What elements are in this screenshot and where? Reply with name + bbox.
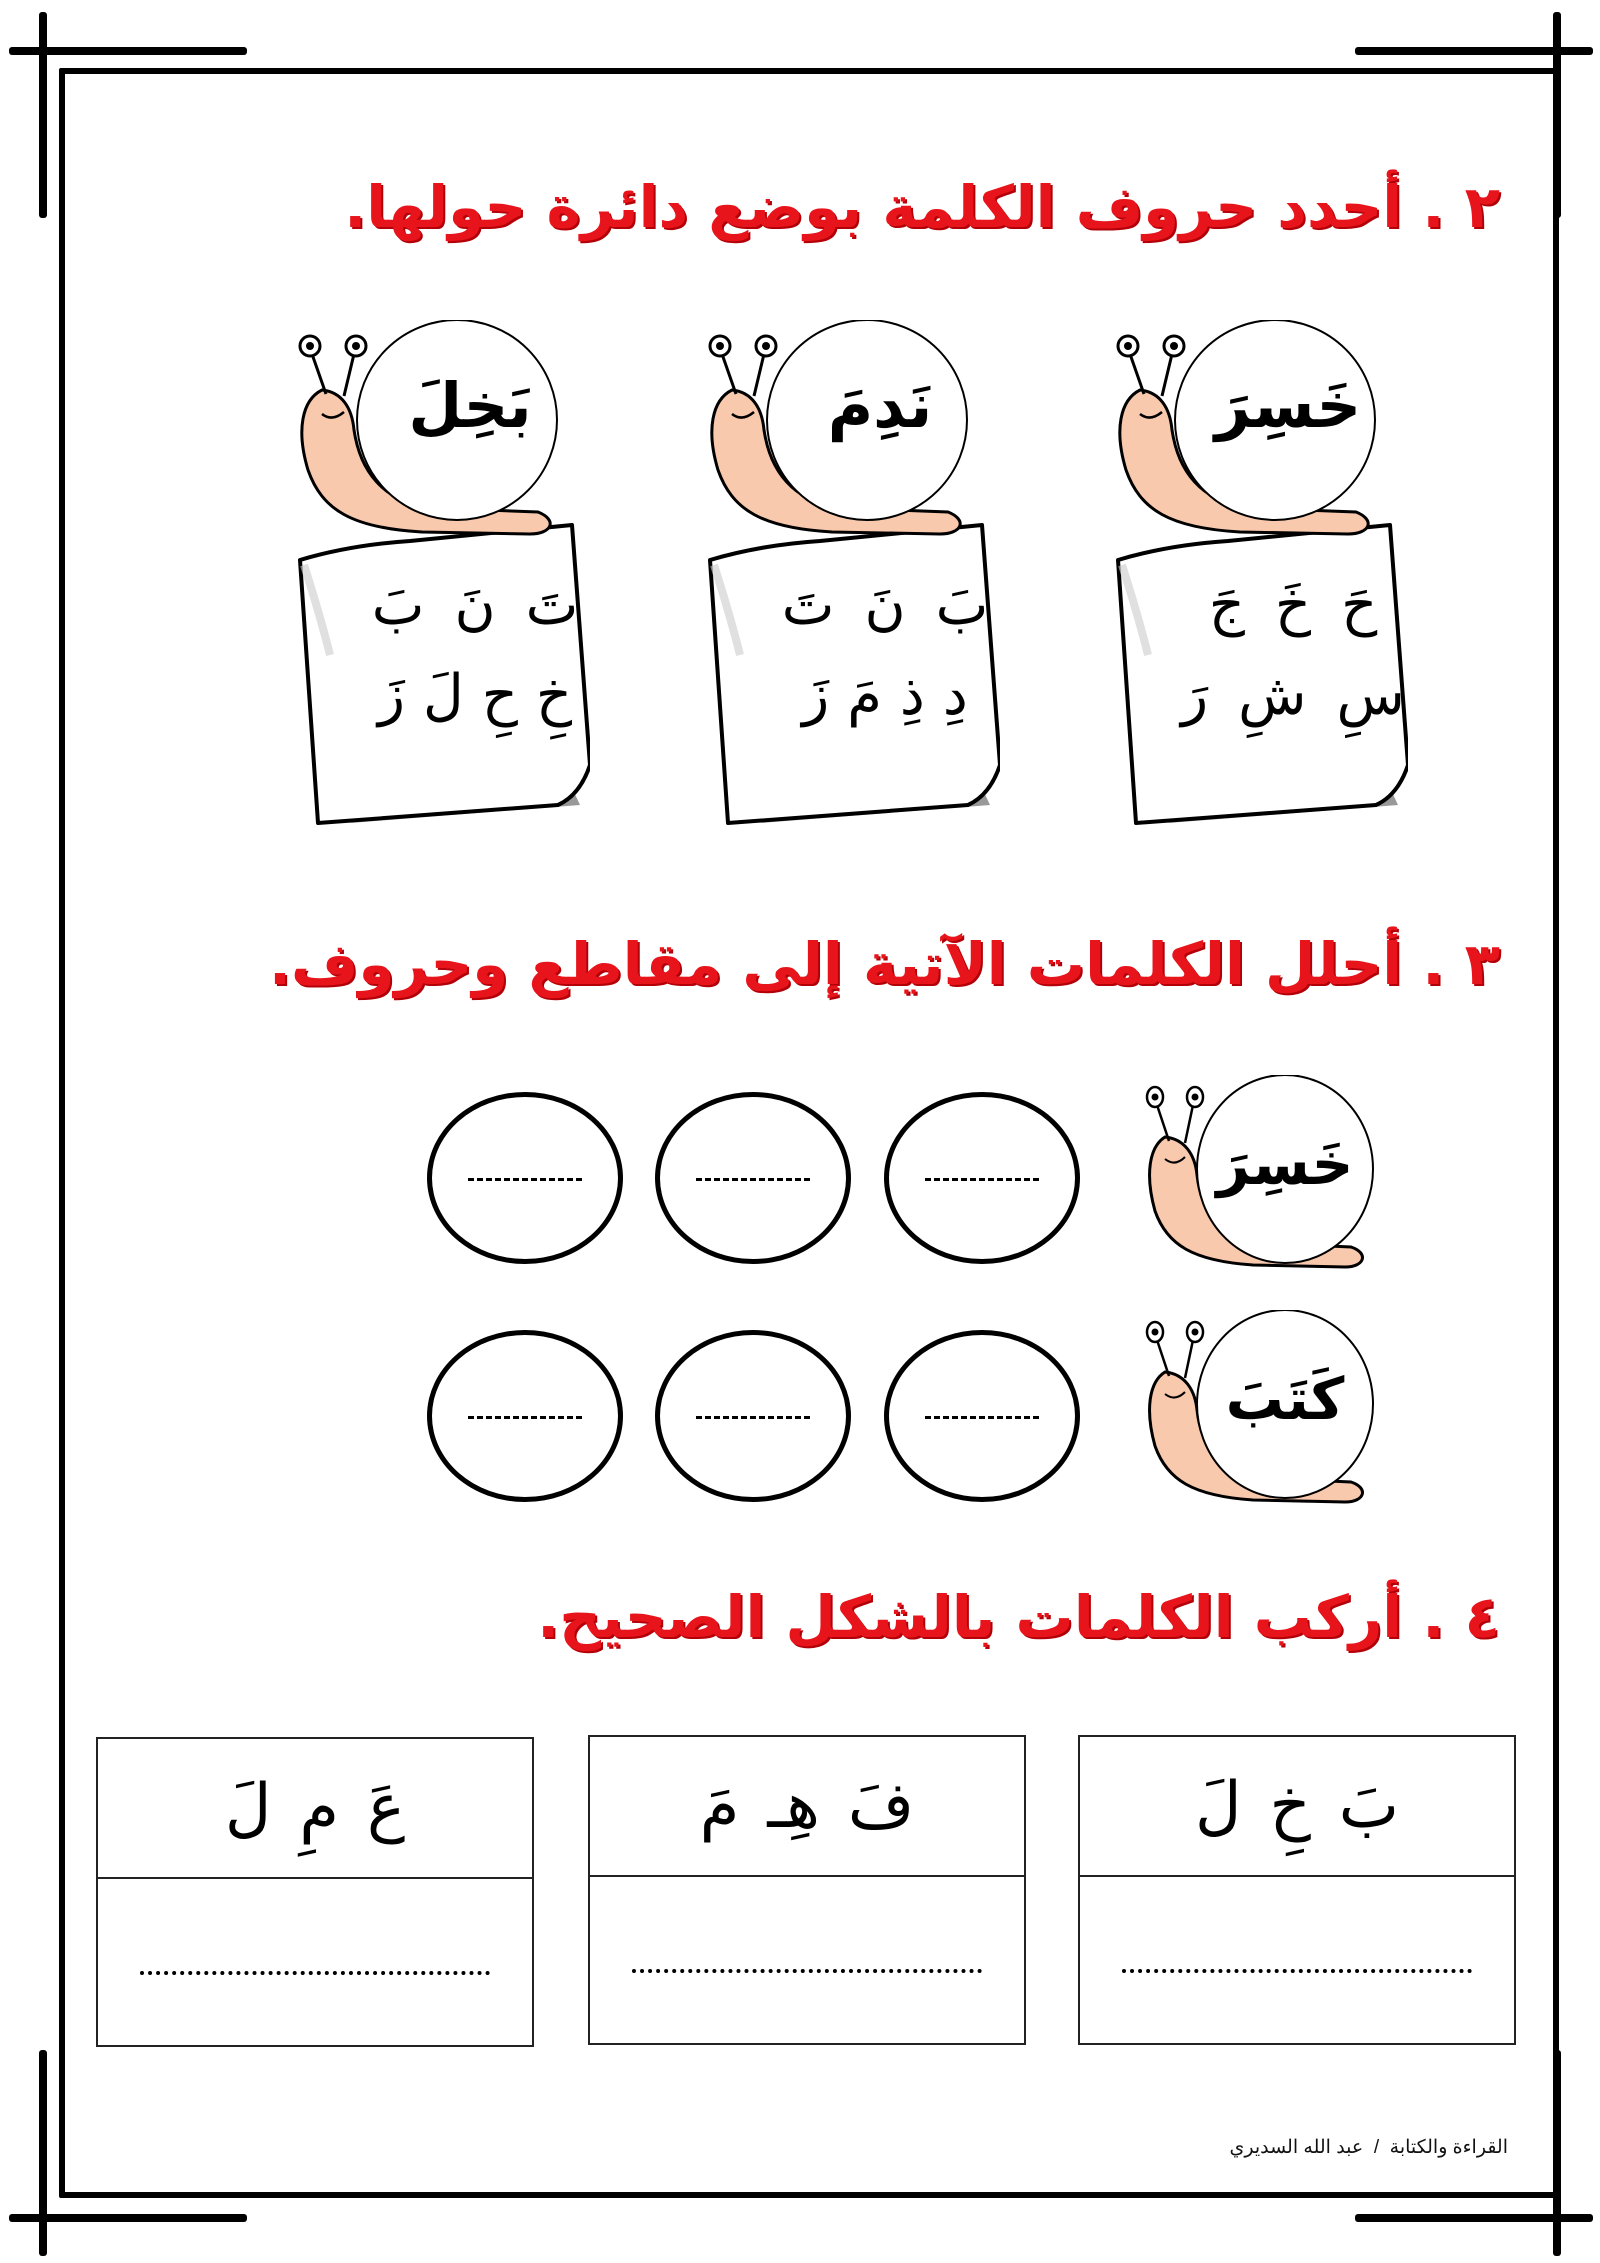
letters-panel bbox=[98, 1739, 532, 1879]
syllable-blank[interactable] bbox=[468, 1178, 582, 1181]
letter-choice[interactable]: حِ bbox=[481, 662, 518, 728]
section-title-compose-words: ٤ . أركب الكلمات بالشكل الصحيح. bbox=[537, 1583, 1500, 1651]
compose-box bbox=[588, 1735, 1026, 2045]
syllable-oval[interactable] bbox=[655, 1330, 851, 1502]
footer-credit bbox=[1229, 2136, 1508, 2159]
answer-line[interactable] bbox=[1122, 1969, 1472, 1973]
letter: عَ bbox=[366, 1771, 406, 1845]
letter-choice[interactable]: تَ bbox=[781, 572, 835, 638]
answer-line[interactable] bbox=[140, 1971, 490, 1975]
letter-choice[interactable]: لَ bbox=[423, 662, 464, 728]
letter: مِ bbox=[299, 1771, 339, 1845]
word-card bbox=[290, 330, 620, 850]
analyze-word: خَسِرَ bbox=[1216, 1130, 1354, 1198]
corner-mark-bottom-left-v bbox=[39, 2050, 47, 2256]
corner-mark-top-left-v bbox=[39, 12, 47, 218]
answer-line[interactable] bbox=[632, 1969, 982, 1973]
letter-choice[interactable]: دِ bbox=[942, 662, 968, 728]
target-word: نَدِمَ bbox=[827, 369, 933, 442]
letter-choice[interactable]: خَ bbox=[1274, 572, 1312, 638]
syllable-oval[interactable] bbox=[427, 1092, 623, 1264]
letter: مَ bbox=[699, 1769, 740, 1843]
letter: بَ bbox=[1338, 1769, 1400, 1843]
letter-choice[interactable]: بَ bbox=[371, 572, 425, 638]
corner-mark-bottom-right-v bbox=[1553, 2050, 1561, 2256]
letter-choices bbox=[770, 560, 1000, 740]
letter-choice[interactable]: خِ bbox=[535, 662, 573, 728]
letter: هِـ bbox=[767, 1769, 820, 1843]
target-word: بَخِلَ bbox=[408, 369, 532, 442]
syllable-blank[interactable] bbox=[925, 1178, 1039, 1181]
syllable-blank[interactable] bbox=[696, 1416, 810, 1419]
footer-author: عبد الله السديري bbox=[1229, 2137, 1364, 2158]
letter: خِ bbox=[1269, 1769, 1311, 1843]
analyze-word: كَتَبَ bbox=[1225, 1365, 1345, 1433]
letter-choice[interactable]: شِ bbox=[1238, 662, 1307, 728]
letters-panel bbox=[1080, 1737, 1514, 1877]
letter-choice[interactable]: حَ bbox=[1341, 572, 1378, 638]
letter-choice[interactable]: زَ bbox=[377, 662, 406, 728]
letter-choice[interactable]: بَ bbox=[935, 572, 989, 638]
letter-choices bbox=[360, 560, 590, 740]
letter: فَ bbox=[847, 1769, 915, 1843]
footer-subject: القراءة والكتابة bbox=[1389, 2137, 1508, 2158]
syllable-oval[interactable] bbox=[427, 1330, 623, 1502]
target-word: خَسِرَ bbox=[1214, 369, 1362, 442]
section-title-circle-letters: ٢ . أحدد حروف الكلمة بوضع دائرة حولها. bbox=[344, 173, 1500, 241]
syllable-blank[interactable] bbox=[925, 1416, 1039, 1419]
letter-choices bbox=[1178, 560, 1408, 740]
syllable-oval[interactable] bbox=[884, 1330, 1080, 1502]
word-card bbox=[1108, 330, 1438, 850]
syllable-oval[interactable] bbox=[655, 1092, 851, 1264]
compose-box bbox=[96, 1737, 534, 2047]
syllable-blank[interactable] bbox=[696, 1178, 810, 1181]
letter-choice[interactable]: نَ bbox=[454, 572, 496, 638]
letter-choice[interactable]: مَ bbox=[847, 662, 882, 728]
letter-choice[interactable]: نَ bbox=[864, 572, 906, 638]
syllable-oval[interactable] bbox=[884, 1092, 1080, 1264]
letter-choice[interactable]: جَ bbox=[1208, 572, 1245, 638]
letter: لَ bbox=[1194, 1769, 1242, 1843]
letter-choice[interactable]: ذِ bbox=[899, 662, 925, 728]
syllable-blank[interactable] bbox=[468, 1416, 582, 1419]
letter: لَ bbox=[224, 1771, 272, 1845]
section-title-analyze-words: ٣ . أحلل الكلمات الآتية إلى مقاطع وحروف. bbox=[268, 930, 1500, 998]
corner-mark-top-right-v bbox=[1553, 12, 1561, 218]
letter-choice[interactable]: زَ bbox=[802, 662, 830, 728]
letter-choice[interactable]: سِ bbox=[1336, 662, 1405, 728]
footer-separator: / bbox=[1373, 2137, 1380, 2158]
letter-choice[interactable]: تَ bbox=[525, 572, 579, 638]
letters-panel bbox=[590, 1737, 1024, 1877]
compose-box bbox=[1078, 1735, 1516, 2045]
letter-choice[interactable]: رَ bbox=[1181, 662, 1209, 728]
word-card bbox=[700, 330, 1030, 850]
